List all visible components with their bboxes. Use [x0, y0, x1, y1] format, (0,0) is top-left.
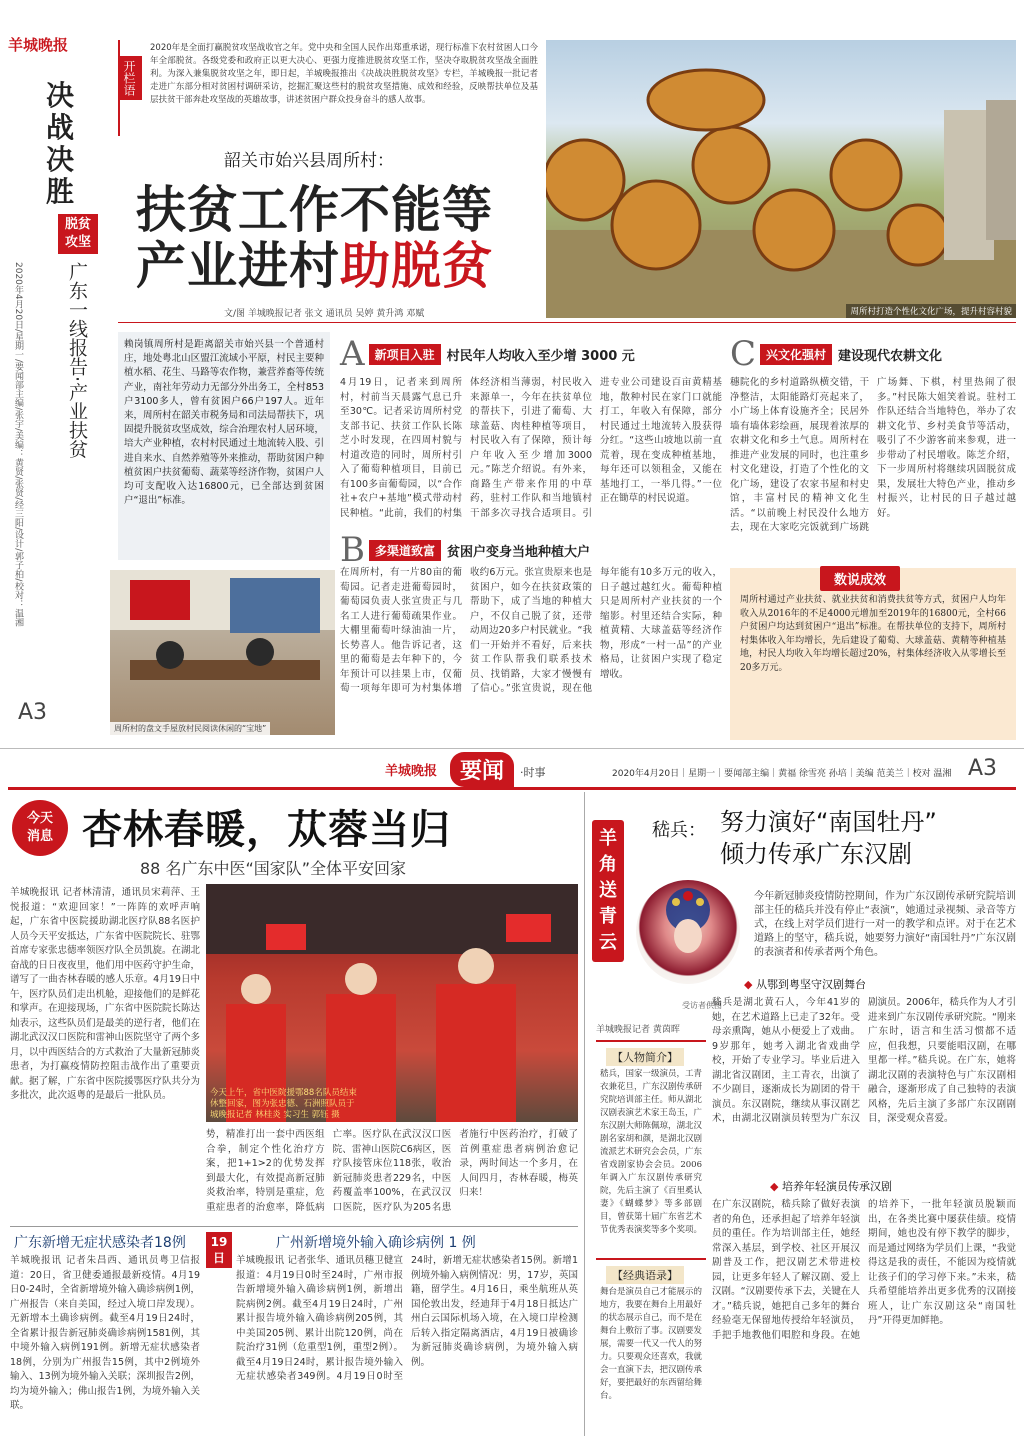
badge-line: 脱贫 — [64, 217, 91, 232]
feature-byline: 羊城晚报记者 黄茵晖 — [596, 1025, 680, 1035]
story1-text: 羊城晚报讯 记者林清清，通讯员宋莉萍、王悦报道：“欢迎回家！”一阵阵的欢呼声响起，广东省中医院援助湖北医疗队88名医护人员今天平安抵达，广东省中医院院长、驻鄂首席专家张忠德率领医疗队全员凯旋。在湖北奋战的日日夜夜里，他们用中医药守护生命，谱写了一曲杏林春暖的感人乐章。4月19日中午，医疗队员们走出机舱，迎接他们的是鲜花和掌声。在迎接现场，广东省中医院院长陈达灿表示，这些队员们是最美的逆行者，他们在湖北武汉汉口医院和雷神山医院坚守了两个多月，以中西医结合的方式救治了大量新冠肺炎患者，为打赢疫情防控阻击战作出了重要贡献。据了解，广东省中医院援鄂医疗队共分为多批次，此次返粤的是最后一批队员。 — [10, 887, 200, 1101]
column-tag-char: 送 — [599, 880, 617, 901]
column-badge — [58, 214, 98, 254]
column-tag-char: 青 — [599, 906, 617, 927]
feature-text-1: 嵇兵是湖北黄石人，今年41岁的她，在艺术道路上已走了32年。受母亲熏陶，她从小便爱上了戏曲。9岁那年，她考入湖北省戏曲学校，开始了专业学习。毕业后进入湖北省汉剧团，主工青衣，出演了不少剧目，逐渐成长为剧团的骨干演员。东汉剧院，继续从事汉剧艺术，由湖北汉剧演员转型为广东汉剧演员。2006年，嵇兵作为人才引进来到广东汉剧传承研究院。“刚来广东时，语言和生活习惯都不适应，但我想，只要能唱汉剧，在哪里都一样。”嵇兵说。在广东，她将湖北汉剧的表演特色与广东汉剧相融合，逐渐形成了自己独特的表演风格，先后主演了多部广东汉剧剧目，深受观众喜爱。 — [712, 997, 1016, 1124]
profile-text: 嵇兵，国家一级演员，工青衣兼花旦，广东汉剧传承研究院培训部主任。师从湖北汉剧表演艺术家王岛玉，广东汉剧大师陈佩琼，湖北汉剧名家胡和颜，是湖北汉剧流派艺术研究会会员，广东省戏剧家协会会员。2006年调入广东汉剧传承研究院，先后主演了《百里奚认妻》《蝴蝶梦》等多部剧目，曾获第十届广东省艺术节优秀表演奖等多个奖项。 — [600, 1069, 702, 1235]
column-strip — [0, 0, 110, 745]
column-tag-char: 羊 — [599, 828, 617, 849]
feature-title-line: 努力演好“南国牡丹” — [720, 808, 937, 836]
section-b-subtitle: 贫困户变身当地种植大户 — [447, 544, 591, 560]
section-a-text: 4月19日，记者来到周所村，村前当天晨露气息已升至30℃。记者采访周所村党支部书记、扶贫工作队长陈芝小时发现，在四周村貌与村道改造的同时，周所村引入了葡萄种植项目，目前已有100多亩葡萄园，以“合作社+农户+基地”模式带动村民种植。“此前，我们的村集体经济相当薄弱，村民收入来源单一，今年在扶贫单位的帮扶下，引进了葡萄、大球盖菇、肉桂种植等项目，村民收入有了保障，预计每户年收入至少增加3000元。”陈芝介绍说。有外来，商路生产带来作用的中草药，驻村工作队和当地镇村干部多次寻找合适项目。引进专业公司建设百亩黄精基地，散种村民在家门口就能打工，年收入有保障，部分村民通过土地流转入股获得分红。“这些山坡地以前一直荒着，现在变成种植基地，每年还可以领租金，又能在基地打工，一举几得。”一位正在锄草的村民说道。 — [340, 377, 722, 519]
section-c-letter: C — [730, 334, 757, 374]
profile-box — [596, 1040, 706, 1250]
masthead-small: 羊城晚报 — [385, 764, 438, 779]
subhead-b — [770, 1178, 892, 1194]
column-tag-char: 云 — [599, 932, 617, 953]
date-badge-unit: 日 — [212, 1251, 225, 1265]
section-c-subtitle: 建设现代农耕文化 — [838, 348, 943, 364]
portrait-art — [636, 880, 740, 984]
portrait-caption: 受访者供图 — [682, 1001, 722, 1010]
feature-name: 嵇兵： — [652, 820, 706, 841]
column-char: 胜 — [45, 175, 74, 208]
feature-text-2: 在广东汉剧院，嵇兵除了做好表演者的角色，还承担起了培养年轻演员的重任。作为培训部主任，她经常深入基层，到学校、社区开展汉剧普及工作，把汉剧艺术带进校园，让更多年轻人了解汉剧、爱上汉剧。“汉剧要传承下去，关键在人才。”嵇兵说，她把自己多年的舞台经验毫无保留地传授给年轻演员，手把手地教他们唱腔和身段。在她的培养下，一批年轻演员脱颖而出，在各类比赛中屡获佳绩。疫情期间，她也没有停下教学的脚步，而是通过网络为学员们上课，“我觉得这是我的责任，不能因为疫情就让孩子们的学习停下来。”未来，嵇兵希望能培养出更多优秀的汉剧接班人，让广东汉剧这朵“南国牡丹”开得更加鲜艳。 — [712, 1199, 1016, 1341]
kicker: 韶关市始兴县周所村： — [224, 151, 394, 171]
section-suffix: ·时事 — [520, 766, 546, 779]
section-a-letter: A — [340, 334, 365, 374]
subhead-a-icon: ◆ — [744, 978, 753, 991]
intro-box — [118, 332, 330, 560]
headline-black: 产业进村 — [136, 237, 340, 295]
today-badge-line: 消息 — [26, 829, 53, 844]
section-c-text: 穗院化的乡村道路纵横交错，干净整洁，太阳能路灯亮起来了，小广场上体育设施齐全；民居外墙有墙体彩绘画，展现着浓厚的农耕文化和乡土气息。周所村在推进产业发展的同时，也注重乡村文化建设，打造了个性化的文化广场，建设了农家书屋和村史馆，丰富村民的精神文化生活。“以前晚上村民没什么地方去，现在大家吃完饭就到广场跳广场舞、下棋，村里热闹了很多。”村民陈大姐笑着说。驻村工作队还结合当地特色，举办了农耕文化节、乡村美食节等活动，吸引了不少游客前来参观，进一步带动了村民增收。陈芝介绍，下一步周所村将继续巩固脱贫成果，发展壮大特色产业，推动乡村振兴，让村民的日子越过越好。 — [730, 377, 1016, 533]
portrait — [636, 880, 740, 984]
quote-title: 【经典语录】 — [606, 1266, 684, 1284]
section-a-header — [340, 334, 635, 374]
data-box — [730, 568, 1016, 740]
story1-photo-caption: 今天上午，省中医院援鄂88名队员结束休整回家，图为张忠德、石洲照队员于城晚报记者 林桂炎 实习生 郭钰 摄 — [210, 1088, 357, 1120]
series-title: 广东一线报告·产业扶贫 — [66, 262, 88, 459]
feature-title — [720, 806, 937, 870]
headline-red: 助脱贫 — [340, 237, 493, 295]
data-box-title: 数说成效 — [820, 566, 900, 591]
section-a-subtitle: 村民年人均收入至少增 3000 元 — [446, 348, 635, 364]
section-b-letter: B — [340, 530, 365, 570]
lead-tag: 开栏语 — [120, 56, 142, 100]
data-box-text: 周所村通过产业扶贫、就业扶贫和消费扶贫等方式，贫困户人均年收入从2016年的不足4000元增加至2019年的16800元，全村66户贫困户均达到贫困户“退出”标准。在帮扶单位的支持下，周所村村集体收入年均增长，先后建设了葡萄、大球盖菇、黄精等种植基地，村民人均收入年均增长超过20%，村集体经济收入从零增长至20多万元。 — [740, 595, 1006, 673]
column-tag-char: 角 — [599, 854, 617, 875]
subhead-a-text: 从鄂到粤坚守汉剧舞台 — [755, 978, 866, 991]
section-c-header — [730, 334, 942, 374]
hero-photo — [546, 40, 1016, 318]
column-char: 决 — [45, 143, 74, 176]
column-tag — [592, 820, 624, 962]
lead-box — [118, 40, 538, 136]
intro-text: 赖岗镇周所村是距离韶关市始兴县一个普通村庄，地处粤北山区盟江流域小平原，村民主要种植水稻、花生、马路等农作物，兼营养畜等传统产业，南社年劳动力无部分外出务工，全村853户3100多人，曾有贫困户66户197人。近年来，周所村在韶关市税务局和司法局帮扶下，巩固提升脱贫攻坚成效，综合治理农村人居环境，培大产业种植，农村村民通过土地流转入股、引进自来水、自然养殖等外来推动，帮助贫困户种植贫困户扶贫葡萄、蔬菜等经济作物，贫困户人均可支配收入达16800元，已全部达到贫困户“退出”标准。 — [124, 339, 324, 507]
today-badge-line: 今天 — [26, 811, 53, 826]
badge-line: 攻坚 — [64, 235, 91, 250]
subhead-a — [744, 976, 866, 992]
section-a-label: 新项目入驻 — [369, 344, 441, 365]
story1-photo — [206, 884, 578, 1122]
section-c-label: 兴文化强村 — [760, 344, 832, 365]
headline-line1: 扶贫工作不能等 — [136, 181, 493, 239]
hero-photo-art — [546, 40, 1016, 318]
story1-continued: 势，精准打出一套中西医组合拳，制定个性化治疗方案，把1+1>2的优势发挥到最大化，有效提高新冠肺炎救治率，特别是重症，危重症患者的治愈率，降低病亡率。医疗队在武汉汉口医院、雷神山医院C6病区，医疗队接管床位118张，收治新冠肺炎患者229名，中医药覆盖率100%，在武汉汉口医院，医疗队为205名患者施行中医药治疗，打破了首例重症患者病例治愈记录，两时间达一个多月，在人间四月，杏林春暖，梅英归来！ — [206, 1129, 578, 1213]
section-b-text: 在周所村，有一片80亩的葡萄园。记者走进葡萄园时，葡萄园负责人张宣贵正与几名工人进行葡萄疏果作业。大棚里葡萄叶绿油油一片，长势喜人。他告诉记者，这里的葡萄是去年种下的，今年预计可以挂果上市，仅葡萄一项每年即可为村集体增收约6万元。张宣贵原来也是贫困户，如今在扶贫政策的帮助下，成了当地的种植大户，不仅自己脱了贫，还带动周边20多户村民就业。“我们一开始并不看好，后来扶贫工作队帮我们联系技术员、找销路，大家才慢慢有了信心。”张宣贵说，现在他每年能有10多万元的收入，日子越过越红火。葡萄种植只是周所村产业扶贫的一个缩影。村里还结合实际，种植黄精、大球盖菇等经济作物，形成“一村一品”的产业格局，让贫困户实现了稳定增收。 — [340, 567, 722, 694]
page-number: A3 — [18, 700, 48, 725]
masthead-logo: 羊城晚报 — [8, 36, 69, 54]
today-badge — [12, 800, 68, 856]
short2-title: 广州新增境外输入确诊病例 1 例 — [276, 1235, 476, 1251]
column-char: 战 — [45, 111, 74, 144]
section-b-label: 多渠道致富 — [369, 540, 441, 561]
short1-title: 广东新增无症状感染者18例 — [14, 1235, 186, 1251]
feature-title-line: 倾力传承广东汉剧 — [720, 840, 912, 868]
half-divider — [0, 748, 1024, 749]
headline — [136, 182, 493, 294]
bottom-subhead: 88 名广东中医“国家队”全体平安回家 — [140, 859, 407, 878]
date-badge — [206, 1232, 232, 1268]
quote-box — [596, 1258, 706, 1436]
short1-text: 羊城晚报讯 记者朱昌西、通讯员粤卫信报道：20日，省卫健委通报最新疫情。4月19日0-24时，全省新增境外输入确诊病例1例，广州报告（来自美国，经过入境口岸发现）。无新增本土确诊病例。截至4月19日24时，全省累计报告新冠肺炎确诊病例1581例，其中境外输入病例191例。新增无症状感染者18例，分别为广州报告15例，其中2例境外输入、13例为境外输入关联；深圳报告2例，均为境外输入；佛山报告1例，为境外输入关联。 — [10, 1255, 200, 1411]
date-line: 2020年4月20日/星期一/要闻部主编/张宇/美编：黄贤/张贤/经三阳/设计/郭子柏/校对：温湘 — [13, 262, 23, 627]
column-title — [40, 80, 80, 208]
feature-intro: 今年新冠肺炎疫情防控期间，作为广东汉剧传承研究院培训部主任的嵇兵并没有停止“表演”，她通过录视频、录音等方式，在线上对学员们进行一对一的教学和点评。对于在艺术道路上的坚守，嵇兵说，她要努力演好“南国牡丹”广东汉剧的表演者和传承者两个角色。 — [754, 891, 1016, 958]
hero-photo-caption: 周所村打造个性化文化广场，提升村容村貌 — [846, 304, 1016, 318]
headline-line2 — [136, 238, 493, 294]
date-badge-number: 19 — [210, 1235, 228, 1249]
subhead-b-icon: ◆ — [770, 1180, 779, 1193]
short2-text: 羊城晚报讯 记者张华、通讯员穗卫健宣报道：4月19日0时至24时，广州市报告新增境外输入确诊病例1例，新增出院病例2例。截至4月19日24时，广州累计报告境外输入确诊病例205例，其中美国205例、累计出院120例，尚在院治疗31例（危重型1例，重型2例）。截至4月19日24时，累计报告境外输入无症状感染者349例。4月19日0时至24时，新增无症状感染者15例。新增1例境外输入病例情况：男，17岁，英国籍，留学生。4月16日，乘坐航班从英国伦敦出发，经迪拜于4月18日抵达广州白云国际机场入境，在入境口岸检测后转入指定隔离酒店，4月19日被确诊为新冠肺炎确诊病例，为境外输入病例。 — [236, 1255, 578, 1382]
column-char: 决 — [45, 79, 74, 112]
reading-room-caption: 周所村的盘文手屋放村民阅读休闲的“宝地” — [110, 722, 270, 735]
reading-room-art — [110, 570, 335, 735]
reading-room-photo — [110, 570, 335, 735]
quote-text: 舞台是演员自己才能展示的地方，我要在舞台上用最好的状态展示自己，而不是在舞台上敷衍了事。汉剧要发展，需要一代又一代人的努力。只要观众还喜欢，我就会一直演下去，把汉剧传承好，要把最好的东西留给舞台。 — [600, 1287, 702, 1401]
section-badge: 要闻 — [450, 752, 514, 787]
lead-text: 2020年是全面打赢脱贫攻坚战收官之年。党中央和全国人民作出郑重承诺，现行标准下农村贫困人口今年全部脱贫。各级党委和政府正以更大决心、更强力度推进脱贫攻坚工作，坚决夺取脱贫攻坚战全面胜利。为深入兼集脱贫攻坚之年，即日起，羊城晚报推出《决战决胜脱贫攻坚》专栏，羊城晚报一批记者走进广东部分相对贫困村调研采访，挖掘汇聚这些村的脱贫攻坚措施、成效和经验，反映帮扶单位及基层扶贫干部奔赴攻坚战的英雄故事，讲述贫困户群众投身奋斗的感人故事。 — [150, 43, 538, 105]
bottom-headline: 杏林春暖，苁蓉当归 — [82, 807, 451, 853]
date-line-bottom: 2020年4月20日｜星期一｜要闻部主编｜黄福 徐雪亮 孙培｜美编 范美兰｜校对 温湘 — [612, 769, 952, 779]
subhead-b-text: 培养年轻演员传承汉剧 — [781, 1180, 892, 1193]
profile-title: 【人物简介】 — [606, 1048, 684, 1066]
page-header — [0, 752, 1024, 786]
byline: 文/图 羊城晚报记者 张文 通讯员 吴婷 黄升鸿 邓赋 — [224, 309, 425, 319]
section-b-header — [340, 530, 590, 570]
page-number-bottom: A3 — [968, 756, 998, 781]
